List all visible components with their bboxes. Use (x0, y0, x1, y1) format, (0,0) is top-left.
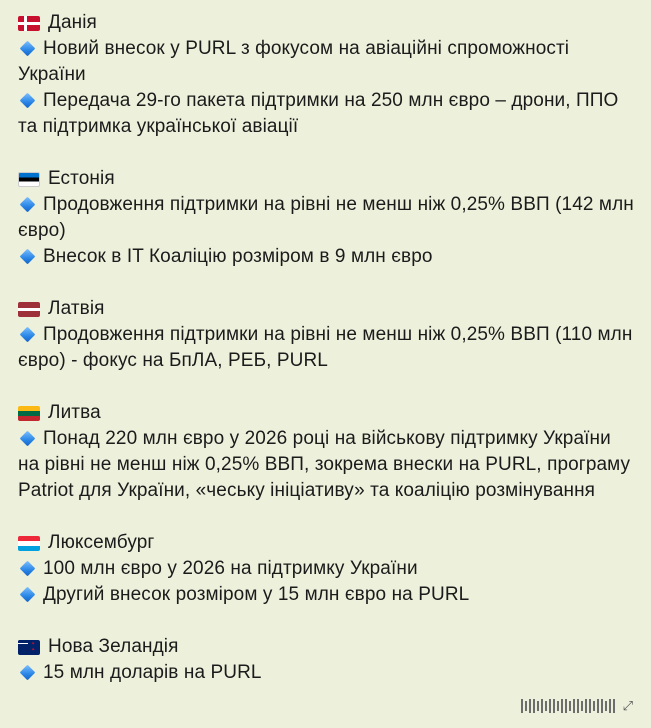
new-zealand-flag-icon (18, 640, 40, 655)
barcode-icon (521, 699, 615, 713)
list-item: Продовження підтримки на рівні не менш ніж 0,25% ВВП (142 млн євро) (18, 194, 634, 241)
country-name: Данія (48, 12, 97, 33)
blue-diamond-icon (20, 561, 36, 577)
list-item: Понад 220 млн євро у 2026 році на військову підтримку України на рівні не менш ніж 0,25% ВВП, зокрема внески на PURL, програму Patriot для України, «чеську ініціативу» та коаліцію розмінування (18, 428, 631, 501)
list-item: 15 млн доларів на PURL (18, 660, 635, 686)
watermark (521, 698, 633, 714)
country-name: Естонія (48, 168, 115, 189)
list-item: Новий внесок у PURL з фокусом на авіаційні спроможності України (18, 38, 570, 85)
blue-diamond-icon (20, 431, 36, 447)
country-name: Люксембург (48, 532, 155, 553)
blue-diamond-icon (20, 249, 36, 265)
list-item: Внесок в IT Коаліцію розміром в 9 млн євро (18, 244, 635, 270)
list-item: Передача 29-го пакета підтримки на 250 млн євро – дрони, ППО та підтримка української авіації (18, 90, 619, 137)
section-denmark (18, 10, 635, 140)
section-luxembourg (18, 530, 635, 608)
luxembourg-flag-icon (18, 536, 40, 551)
estonia-flag-icon (18, 172, 40, 187)
denmark-flag-icon (18, 16, 40, 31)
country-name: Латвія (48, 298, 105, 319)
latvia-flag-icon (18, 302, 40, 317)
section-new-zealand (18, 634, 635, 686)
list-item: Другий внесок розміром у 15 млн євро на PURL (18, 582, 635, 608)
lithuania-flag-icon (18, 406, 40, 421)
blue-diamond-icon (20, 587, 36, 603)
country-name: Литва (48, 402, 101, 423)
blue-diamond-icon (20, 665, 36, 681)
section-latvia (18, 296, 635, 374)
section-estonia (18, 166, 635, 270)
blue-diamond-icon (20, 41, 36, 57)
expand-icon[interactable]: ⤢ (622, 698, 633, 713)
blue-diamond-icon (20, 327, 36, 343)
section-lithuania (18, 400, 635, 504)
list-item: 100 млн євро у 2026 на підтримку України (18, 556, 635, 582)
blue-diamond-icon (20, 197, 36, 213)
list-item: Продовження підтримки на рівні не менш ніж 0,25% ВВП (110 млн євро) - фокус на БпЛА, РЕБ, PURL (18, 324, 633, 371)
blue-diamond-icon (20, 93, 36, 109)
country-name: Нова Зеландія (48, 636, 179, 657)
